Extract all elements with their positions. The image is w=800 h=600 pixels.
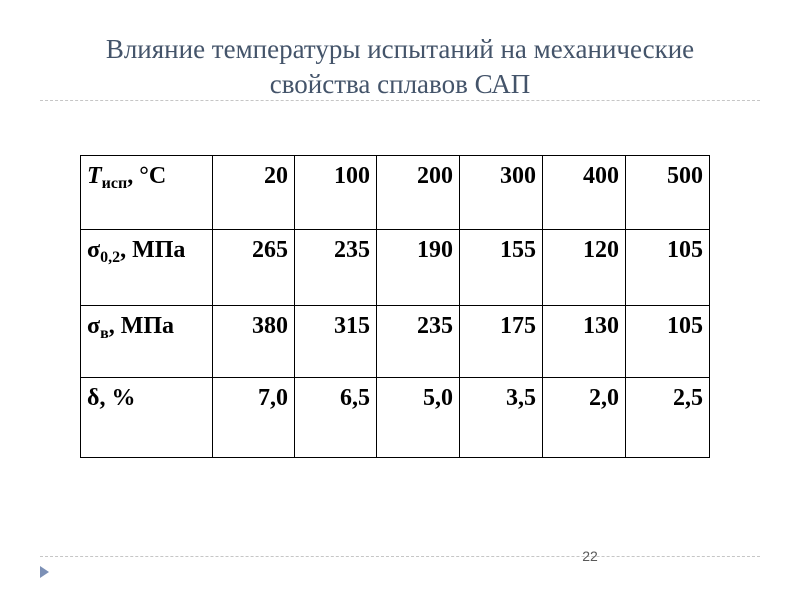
table-cell: 130 bbox=[543, 306, 626, 378]
page-number: 22 bbox=[582, 548, 598, 564]
triangle-right-icon bbox=[40, 566, 49, 578]
table-cell: 190 bbox=[377, 230, 460, 306]
table-cell: 200 bbox=[377, 156, 460, 230]
table-cell: 315 bbox=[295, 306, 377, 378]
table-cell: 105 bbox=[626, 306, 710, 378]
table-cell: 235 bbox=[377, 306, 460, 378]
table-cell: 500 bbox=[626, 156, 710, 230]
title-line-2: свойства сплавов САП bbox=[269, 69, 531, 99]
table-cell: 2,0 bbox=[543, 378, 626, 458]
table-cell: 400 bbox=[543, 156, 626, 230]
table-cell: 100 bbox=[295, 156, 377, 230]
row-header-yield-strength: $\sigma_{0,2}$, МПа bbox=[81, 230, 213, 306]
table-cell: 6,5 bbox=[295, 378, 377, 458]
table-cell: 265 bbox=[213, 230, 295, 306]
table-cell: 300 bbox=[460, 156, 543, 230]
table-cell: 5,0 bbox=[377, 378, 460, 458]
table-cell: 105 bbox=[626, 230, 710, 306]
slide-title bbox=[40, 32, 760, 102]
properties-table bbox=[80, 155, 710, 458]
table-cell: 175 bbox=[460, 306, 543, 378]
table-cell: 2,5 bbox=[626, 378, 710, 458]
table-row bbox=[81, 230, 710, 306]
table-cell: 7,0 bbox=[213, 378, 295, 458]
row-header-elongation: δ, % bbox=[81, 378, 213, 458]
bottom-divider bbox=[40, 556, 760, 557]
table-row bbox=[81, 306, 710, 378]
table-row bbox=[81, 378, 710, 458]
table-cell: 3,5 bbox=[460, 378, 543, 458]
table-cell: 155 bbox=[460, 230, 543, 306]
table-row bbox=[81, 156, 710, 230]
top-divider bbox=[40, 100, 760, 101]
table-cell: 235 bbox=[295, 230, 377, 306]
table-cell: 20 bbox=[213, 156, 295, 230]
table-cell: 380 bbox=[213, 306, 295, 378]
row-header-temperature: $T_{исп}$, °C bbox=[81, 156, 213, 230]
table-cell: 120 bbox=[543, 230, 626, 306]
row-header-tensile-strength: $\sigma_в$, МПа bbox=[81, 306, 213, 378]
title-line-1: Влияние температуры испытаний на механические bbox=[105, 34, 695, 64]
